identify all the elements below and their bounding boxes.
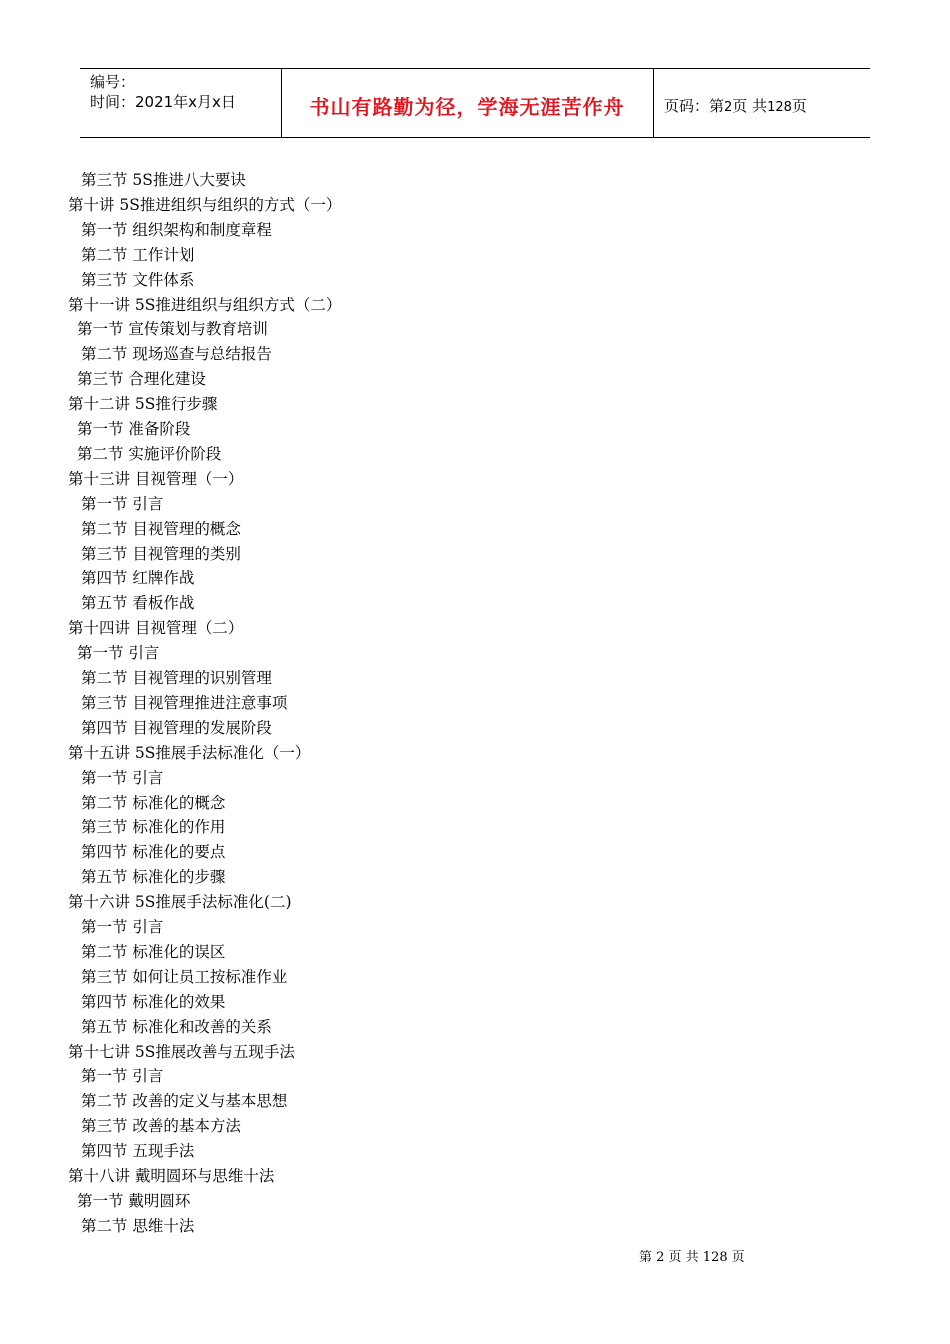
toc-section-item: 第一节 宣传策划与教育培训 xyxy=(77,320,268,339)
toc-lecture-heading: 第十三讲 目视管理（一） xyxy=(68,469,244,488)
header-slogan-cell xyxy=(281,69,654,137)
toc-lecture-heading: 第十五讲 5S推展手法标准化（一） xyxy=(68,743,311,762)
toc-section-item: 第二节 标准化的概念 xyxy=(81,793,226,812)
toc-lecture-heading: 第十讲 5S推进组织与组织的方式（一） xyxy=(68,195,342,214)
toc-lecture-heading: 第十八讲 戴明圆环与思维十法 xyxy=(68,1167,275,1185)
toc-section-item: 第一节 引言 xyxy=(81,494,164,513)
toc-lecture-heading: 第十六讲 5S推展手法标准化(二) xyxy=(68,893,292,912)
toc-section-item: 第二节 目视管理的识别管理 xyxy=(81,669,272,687)
toc-section-item: 第一节 组织架构和制度章程 xyxy=(81,220,272,239)
toc-section-item: 第一节 引言 xyxy=(81,1067,164,1086)
header-info-cell xyxy=(80,69,282,137)
document-number-label: 编号： xyxy=(90,73,136,91)
toc-section-item: 第三节 标准化的作用 xyxy=(81,818,226,837)
toc-section-item: 第四节 标准化的效果 xyxy=(81,992,226,1011)
toc-section-item: 第二节 工作计划 xyxy=(81,245,195,264)
page-total: 128 xyxy=(767,99,792,115)
toc-section-item: 第五节 看板作战 xyxy=(81,594,195,613)
toc-section-item: 第二节 标准化的误区 xyxy=(81,942,226,961)
toc-section-item: 第五节 标准化和改善的关系 xyxy=(81,1017,272,1036)
toc-section-item: 第四节 标准化的要点 xyxy=(81,843,226,862)
toc-lecture-heading: 第十一讲 5S推进组织与组织方式（二） xyxy=(68,295,342,314)
toc-section-item: 第一节 引言 xyxy=(77,644,160,663)
toc-section-item: 第一节 引言 xyxy=(81,768,164,787)
toc-section-item: 第四节 目视管理的发展阶段 xyxy=(81,718,272,737)
toc-section-item: 第一节 戴明圆环 xyxy=(77,1191,191,1210)
toc-lecture-heading: 第十七讲 5S推展改善与五现手法 xyxy=(68,1042,295,1061)
toc-section-item: 第二节 现场巡查与总结报告 xyxy=(81,345,272,364)
toc-section-item: 第一节 引言 xyxy=(81,918,164,936)
toc-section-item: 第二节 目视管理的概念 xyxy=(81,519,241,538)
toc-section-item: 第二节 实施评价阶段 xyxy=(77,444,222,463)
toc-section-item: 第三节 目视管理推进注意事项 xyxy=(81,693,288,712)
toc-section-item: 第三节 合理化建设 xyxy=(77,370,206,389)
page-middle: 页 共 xyxy=(732,96,768,115)
toc-section-item: 第三节 如何让员工按标准作业 xyxy=(81,967,288,986)
toc-section-item: 第二节 思维十法 xyxy=(81,1216,195,1235)
toc-section-item: 第一节 准备阶段 xyxy=(77,420,191,438)
toc-section-item: 第三节 改善的基本方法 xyxy=(81,1117,241,1136)
page-current: 2 xyxy=(724,99,733,115)
toc-section-item: 第三节 5S推进八大要诀 xyxy=(81,171,246,189)
header-slogan: 书山有路勤为径，学海无涯苦作舟 xyxy=(309,94,625,119)
toc-lecture-heading: 第十四讲 目视管理（二） xyxy=(68,619,244,638)
header-page-cell xyxy=(654,69,870,137)
page-suffix: 页 xyxy=(791,96,807,115)
toc-section-item: 第三节 文件体系 xyxy=(81,270,195,289)
page-header xyxy=(80,68,870,138)
toc-section-item: 第四节 红牌作战 xyxy=(81,569,195,588)
document-date-label: 时间：2021年x月x日 xyxy=(90,93,236,111)
page-footer: 第 2 页 共 128 页 xyxy=(639,1250,745,1265)
page-prefix: 页码：第 xyxy=(664,96,725,115)
toc-section-item: 第五节 标准化的步骤 xyxy=(81,868,226,887)
toc-section-item: 第二节 改善的定义与基本思想 xyxy=(81,1092,288,1111)
toc-lecture-heading: 第十二讲 5S推行步骤 xyxy=(68,395,218,414)
header-page-indicator xyxy=(654,95,807,116)
toc-section-item: 第四节 五现手法 xyxy=(81,1142,195,1161)
toc-section-item: 第三节 目视管理的类别 xyxy=(81,544,241,563)
